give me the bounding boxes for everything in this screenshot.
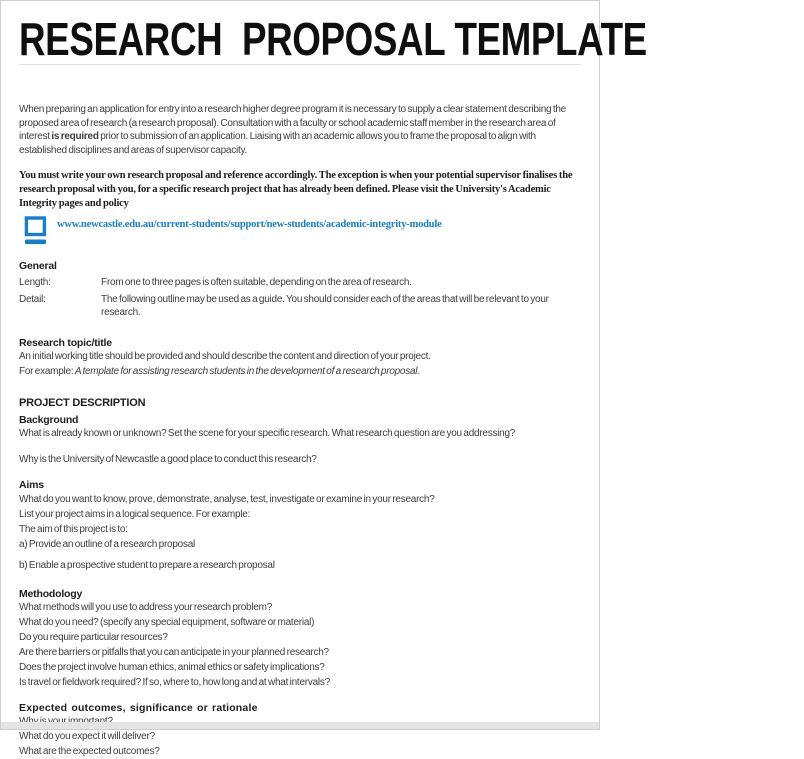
document-content [1, 1, 647, 759]
example-italic: A template for assisting research students in the development of a research proposal. [74, 366, 420, 377]
length-label: Length: [19, 277, 51, 288]
computer-icon [23, 216, 47, 251]
detail-label: Detail: [19, 293, 46, 305]
detail-text: The following outline may be used as a guide. You should consider each of the areas that will be relevant to your research. [101, 293, 549, 318]
methodology-line: Is travel or fieldwork required? If so, where to, how long and at what intervals? [19, 677, 330, 688]
length-row [19, 276, 581, 290]
academic-integrity-link-row [19, 216, 581, 251]
intro-text-bold: is required [51, 131, 99, 142]
methodology-line: What do you need? (specify any special equipment, software or material) [19, 617, 315, 628]
methodology-heading: Methodology [19, 587, 83, 600]
expected-outcomes-line: What are the expected outcomes? [19, 746, 160, 757]
general-heading: General [19, 260, 57, 272]
detail-row [19, 293, 581, 320]
background-line: Why is the University of Newcastle a good place to conduct this research? [19, 453, 317, 465]
example-prefix: For example: [19, 366, 75, 377]
expected-outcomes-line: What do you expect it will deliver? [19, 731, 155, 742]
methodology-line: Does the project involve human ethics, animal ethics or safety implications? [19, 662, 325, 673]
length-text: From one to three pages is often suitable, depending on the area of research. [101, 277, 412, 288]
expected-outcomes-heading: Expected outcomes, significance or rationale [19, 701, 258, 714]
background-heading: Background [19, 413, 79, 426]
page-bottom-edge [1, 722, 599, 729]
aims-line: List your project aims in a logical sequence. For example: [19, 508, 251, 520]
research-topic-example [19, 365, 583, 379]
research-topic-line: An initial working title should be provided and should describe the content and direction of your project. [19, 351, 431, 362]
intro-text-1: When preparing an application for entry into a research higher degree program it is necessary to supply a clear statement describing the proposed area of research (a research proposal). Consultation with a faculty or school academic staff member in the research area of interest [19, 104, 566, 142]
methodology-line: What methods will you use to address your research problem? [19, 602, 273, 613]
aims-line: The aim of this project is to: [19, 523, 128, 535]
academic-integrity-link[interactable]: www.newcastle.edu.au/current-students/support/new-students/academic-integrity-module [57, 219, 442, 230]
project-description-heading: PROJECT DESCRIPTION [19, 396, 146, 409]
background-line: What is already known or unknown? Set the scene for your specific research. What research question are you addressing? [19, 428, 516, 439]
page-title: RESEARCH PROPOSAL TEMPLATE [19, 13, 647, 65]
methodology-line: Do you require particular resources? [19, 632, 168, 643]
policy-paragraph: You must write your own research proposal and reference accordingly. The exception is when your potential supervisor finalises the research proposal with you, for a specific research project that has already been defined. Please visit the University's Academic Integrity pages and policy [19, 170, 573, 209]
methodology-line: Are there barriers or pitfalls that you can anticipate in your planned research? [19, 647, 329, 658]
intro-text-2: prior to submission of an application. Liaising with an academic allows you to frame the proposal to align with established disciplines and areas of supervisor capacity. [19, 131, 536, 156]
aims-line: a) Provide an outline of a research proposal [19, 538, 196, 550]
research-topic-heading: Research topic/title [19, 336, 112, 349]
intro-paragraph [19, 103, 583, 157]
aims-heading: Aims [19, 479, 44, 491]
aims-line: What do you want to know, prove, demonstrate, analyse, test, investigate or examine in your research? [19, 493, 435, 505]
aims-line: b) Enable a prospective student to prepare a research proposal [19, 560, 275, 571]
general-table [19, 276, 581, 320]
